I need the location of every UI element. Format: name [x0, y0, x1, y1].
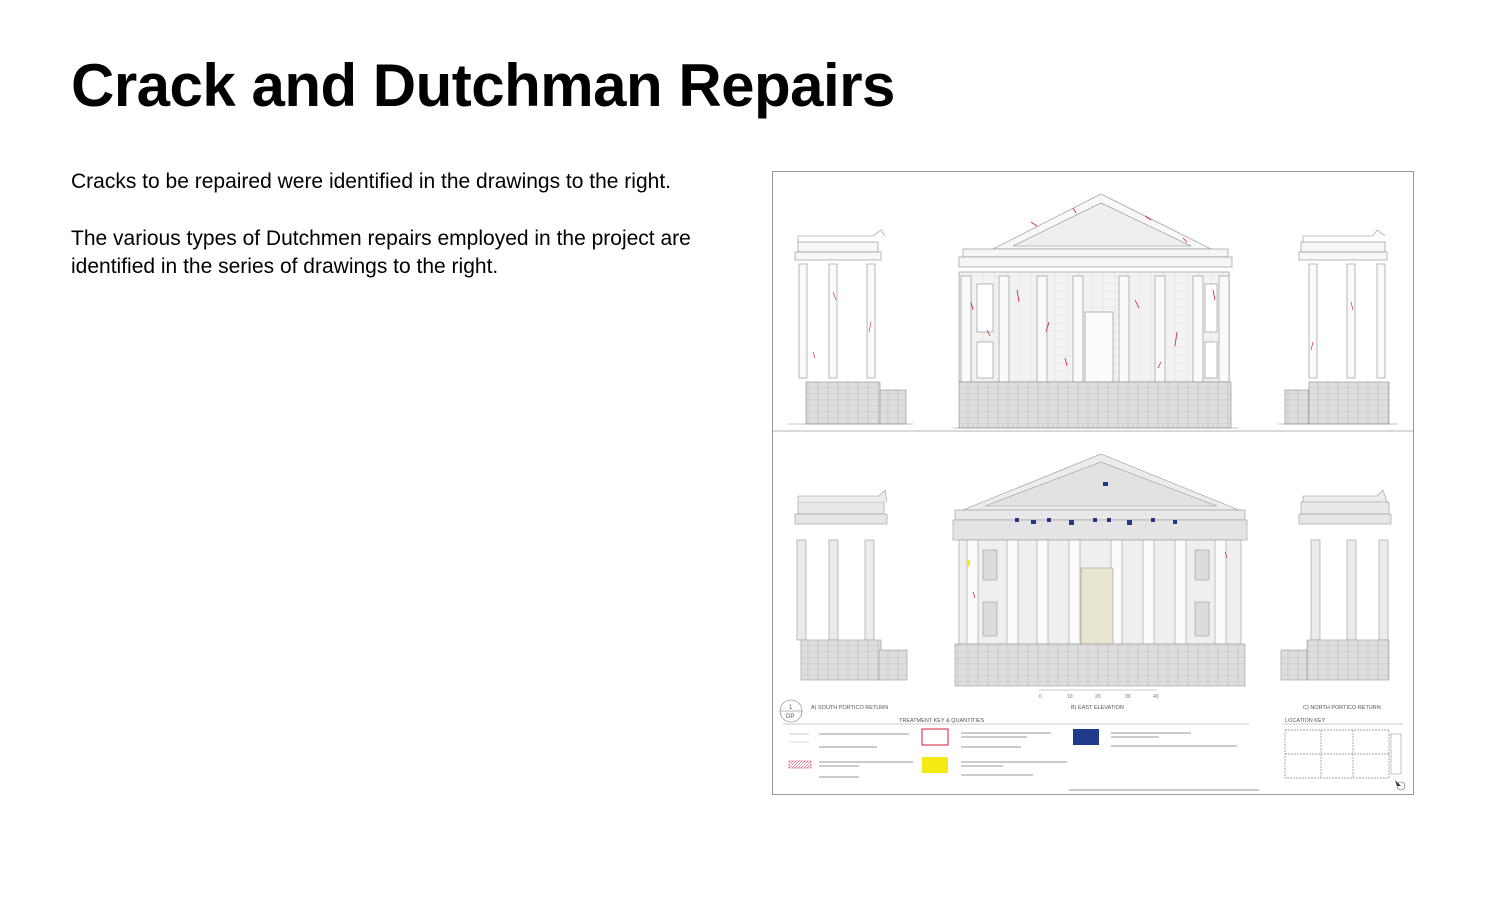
- key-swatch-blue: [1073, 729, 1099, 745]
- view-label-south: A) SOUTH PORTICO RETURN: [811, 705, 889, 711]
- body-paragraph-dutchmen: The various types of Dutchmen repairs employed in the project are identified in the series of drawings to the right.: [71, 226, 691, 278]
- south-return-crack-elevation: [788, 230, 913, 424]
- location-key-title: LOCATION KEY: [1285, 718, 1326, 724]
- key-swatch-hatch: [789, 761, 811, 768]
- north-return-dutchman-elevation: [1281, 490, 1391, 680]
- location-key: [1283, 718, 1405, 790]
- crack-drawings-row: [788, 194, 1398, 428]
- slide-title: Crack and Dutchman Repairs: [71, 52, 895, 119]
- scale-tick: 20: [1095, 694, 1101, 700]
- view-label-east: B) EAST ELEVATION: [1071, 705, 1124, 711]
- view-label-north: C) NORTH PORTICO RETURN: [1303, 705, 1381, 711]
- scale-tick: 30: [1125, 694, 1131, 700]
- key-swatch-red-outline: [922, 729, 948, 745]
- sheet-mark-number: 1: [789, 705, 793, 711]
- sheet-mark-code: DP: [786, 714, 795, 720]
- dutchman-drawings-row: [795, 454, 1391, 686]
- south-return-dutchman-elevation: [795, 490, 907, 680]
- elevation-drawing: [773, 172, 1414, 795]
- east-elevation-crack-drawing: [953, 194, 1239, 428]
- scale-bar: [1039, 690, 1159, 700]
- slide-body: [71, 168, 711, 310]
- east-elevation-dutchman-drawing: [953, 454, 1247, 686]
- elevation-drawing-sheet: [772, 171, 1414, 795]
- scale-tick: 40: [1153, 694, 1159, 700]
- north-return-crack-elevation: [1278, 230, 1398, 424]
- scale-tick: 10: [1067, 694, 1073, 700]
- body-paragraph-cracks: Cracks to be repaired were identified in the drawings to the right.: [71, 170, 671, 193]
- key-swatch-yellow: [922, 757, 948, 773]
- north-arrow-icon: [1395, 780, 1405, 790]
- scale-tick: 0: [1039, 694, 1042, 700]
- treatment-key-title: TREATMENT KEY & QUANTITIES: [899, 718, 985, 724]
- treatment-key: [783, 718, 1259, 790]
